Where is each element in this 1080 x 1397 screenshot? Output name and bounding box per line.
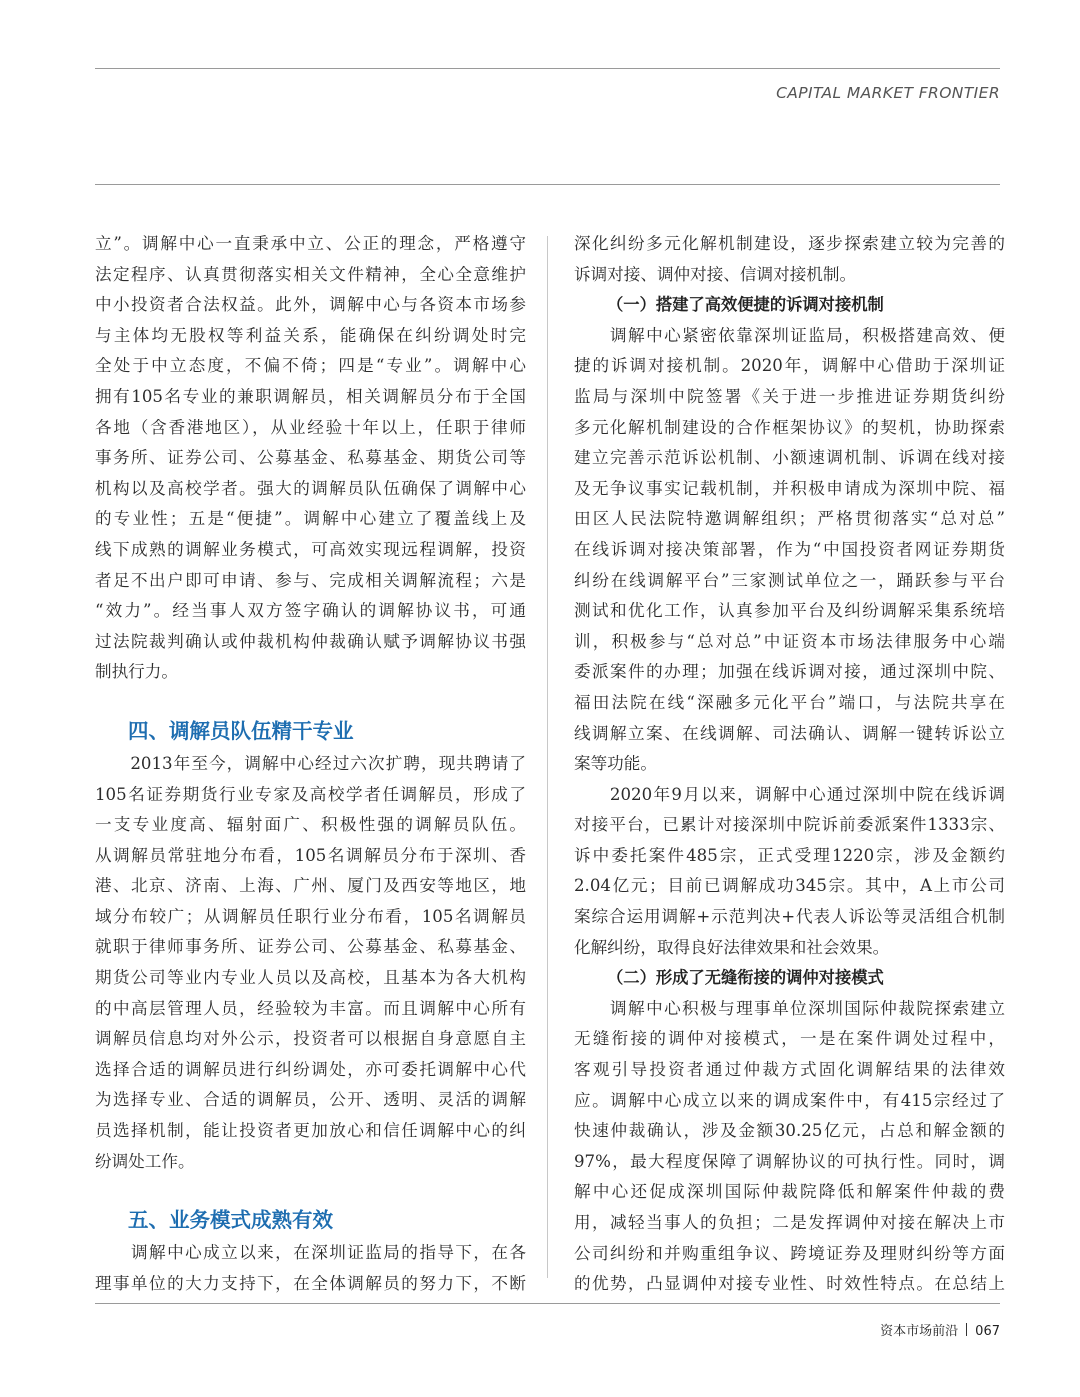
- paragraph-line: 全处于中立态度，不偏不倚；四是“专业”。调解中心: [95, 356, 526, 376]
- paragraph-line: 测试和优化工作，认真参加平台及纠纷调解采集系统培: [574, 601, 1005, 621]
- left-text-column: [95, 229, 526, 1299]
- paragraph-line: 2020年9月以来，调解中心通过深圳中院在线诉调: [574, 784, 1005, 804]
- paragraph-line: 公司纠纷和并购重组争议、跨境证券及理财纠纷等方面: [574, 1243, 1005, 1263]
- paragraph-line: 105名证券期货行业专家及高校学者任调解员，形成了: [95, 784, 526, 804]
- footer-journal-name: 资本市场前沿: [880, 1324, 959, 1339]
- paragraph-line: 域分布较广；从调解员任职行业分布看，105名调解员: [95, 906, 526, 926]
- paragraph-last-line: 案等功能。: [574, 754, 657, 774]
- paragraph-line: 选择合适的调解员进行纠纷调处，亦可委托调解中心代: [95, 1059, 526, 1079]
- paragraph-line: 对接平台，已累计对接深圳中院诉前委派案件1333宗、: [574, 815, 1005, 835]
- paragraph-line: 过法院裁判确认或仲裁机构仲裁确认赋予调解协议书强: [95, 631, 526, 651]
- paragraph-line: 诉中委托案件485宗，正式受理1220宗，涉及金额约: [574, 845, 1005, 865]
- paragraph-last-line: 诉调对接、调仲对接、信调对接机制。: [574, 264, 857, 284]
- paragraph-line: 理事单位的大力支持下，在全体调解员的努力下，不断: [95, 1273, 526, 1293]
- footer-separator: [966, 1323, 967, 1336]
- paragraph-line: 调解中心紧密依靠深圳证监局，积极搭建高效、便: [574, 325, 1005, 345]
- paragraph-line: 纠纷在线调解平台”三家测试单位之一，踊跃参与平台: [574, 570, 1005, 590]
- paragraph-line: 线下成熟的调解业务模式，可高效实现远程调解，投资: [95, 539, 526, 559]
- header-bottom-rule: [95, 184, 1000, 185]
- header-top-rule: [95, 68, 1000, 69]
- section-gap: [95, 1177, 526, 1202]
- paragraph-line: 快速仲裁确认，涉及金额30.25亿元，占总和解金额的: [574, 1121, 1005, 1141]
- footer-page-number: 067: [975, 1324, 1000, 1339]
- paragraph-line: 2.04亿元；目前已调解成功345宗。其中，A上市公司: [574, 876, 1005, 896]
- paragraph-line: 案综合运用调解+示范判决+代表人诉讼等灵活组合机制: [574, 907, 1005, 927]
- paragraph-line: 的优势，凸显调仲对接专业性、时效性特点。在总结上: [574, 1274, 1005, 1294]
- paragraph-line: 调解中心积极与理事单位深圳国际仲裁院探索建立: [574, 998, 1005, 1018]
- paragraph-line: 在线诉调对接决策部署，作为“中国投资者网证券期货: [574, 539, 1005, 559]
- paragraph-line: 就职于律师事务所、证券公司、公募基金、私募基金、: [95, 937, 526, 957]
- paragraph-line: 多元化解机制建设的合作框架协议》的契机，协助探索: [574, 417, 1005, 437]
- paragraph-line: 97%，最大程度保障了调解协议的可执行性。同时，调: [574, 1151, 1005, 1171]
- paragraph-line: 立”。调解中心一直秉承中立、公正的理念，严格遵守: [95, 234, 526, 253]
- paragraph-line: 期货公司等业内专业人员以及高校，且基本为各大机构: [95, 968, 526, 988]
- paragraph-line: 无缝衔接的调仲对接模式，一是在案件调处过程中，: [574, 1029, 1005, 1049]
- paragraph-line: 训，积极参与“总对总”中证资本市场法律服务中心端: [574, 631, 1005, 651]
- paragraph-last-line: 纷调处工作。: [95, 1151, 195, 1171]
- paragraph-line: 事务所、证券公司、公募基金、私募基金、期货公司等: [95, 448, 526, 468]
- paragraph-line: 员选择机制，能让投资者更加放心和信任调解中心的纠: [95, 1121, 526, 1141]
- paragraph-line: 深化纠纷多元化解机制建设，逐步探索建立较为完善的: [574, 234, 1005, 253]
- paragraph-line: 从调解员常驻地分布看，105名调解员分布于深圳、香: [95, 845, 526, 865]
- paragraph-line: 用，减轻当事人的负担；二是发挥调仲对接在解决上市: [574, 1213, 1005, 1232]
- footer-rule: [95, 1303, 1000, 1304]
- paragraph-line: 机构以及高校学者。强大的调解员队伍确保了调解中心: [95, 478, 526, 498]
- paragraph-line: 各地（含香港地区），从业经验十年以上，任职于律师: [95, 417, 526, 437]
- paragraph-line: 田区人民法院特邀调解组织；严格贯彻落实“总对总”: [574, 509, 1005, 529]
- paragraph-line: 者足不出户即可申请、参与、完成相关调解流程；六是: [95, 570, 526, 590]
- paragraph-line: 一支专业度高、辐射面广、积极性强的调解员队伍。: [95, 815, 526, 835]
- paragraph-line: 的中高层管理人员，经验较为丰富。而且调解中心所有: [95, 998, 526, 1018]
- paragraph-line: 线调解立案、在线调解、司法确认、调解一键转诉讼立: [574, 723, 1005, 743]
- paragraph-line: 委派案件的办理；加强在线诉调对接，通过深圳中院、: [574, 662, 1005, 682]
- paragraph-line: 2013年至今，调解中心经过六次扩聘，现共聘请了: [95, 753, 526, 773]
- paragraph-line: “效力”。经当事人双方签字确认的调解协议书，可通: [95, 601, 526, 621]
- paragraph-line: 为选择专业、合适的调解员，公开、透明、灵活的调解: [95, 1090, 526, 1110]
- paragraph-line: 捷的诉调对接机制。2020年，调解中心借助于深圳证: [574, 356, 1005, 376]
- paragraph-line: 法定程序、认真贯彻落实相关文件精神，全心全意维护: [95, 264, 526, 284]
- section-heading: 四、调解员队伍精干专业: [128, 718, 354, 743]
- section-heading: 五、业务模式成熟有效: [128, 1208, 333, 1233]
- paragraph-last-line: 制执行力。: [95, 662, 178, 682]
- page-footer: [880, 1320, 1000, 1339]
- paragraph-line: 应。调解中心成立以来的调成案件中，有415宗经过了: [574, 1090, 1005, 1110]
- paragraph-line: 监局与深圳中院签署《关于进一步推进证券期货纠纷: [574, 386, 1005, 406]
- paragraph-line: 的专业性；五是“便捷”。调解中心建立了覆盖线上及: [95, 509, 526, 529]
- right-text-column: [574, 229, 1005, 1300]
- paragraph-line: 及无争议事实记载机制，并积极申请成为深圳中院、福: [574, 478, 1005, 498]
- paragraph-line: 港、北京、济南、上海、广州、厦门及西安等地区，地: [95, 876, 526, 896]
- journal-masthead: CAPITAL MARKET FRONTIER: [776, 84, 1000, 102]
- paragraph-last-line: 化解纠纷，取得良好法律效果和社会效果。: [574, 937, 890, 957]
- subsection-heading: （二）形成了无缝衔接的调仲对接模式: [607, 968, 884, 988]
- paragraph-line: 解中心还促成深圳国际仲裁院降低和解案件仲裁的费: [574, 1182, 1005, 1202]
- paragraph-line: 中小投资者合法权益。此外，调解中心与各资本市场参: [95, 295, 526, 315]
- paragraph-line: 建立完善示范诉讼机制、小额速调机制、诉调在线对接: [574, 448, 1005, 468]
- paragraph-line: 调解员信息均对外公示，投资者可以根据自身意愿自主: [95, 1029, 526, 1049]
- paragraph-line: 拥有105名专业的兼职调解员，相关调解员分布于全国: [95, 386, 526, 406]
- column-divider: [547, 236, 548, 1278]
- paragraph-line: 福田法院在线“深融多元化平台”端口，与法院共享在: [574, 692, 1005, 712]
- paragraph-line: 与主体均无股权等利益关系，能确保在纠纷调处时完: [95, 325, 526, 345]
- subsection-heading: （一）搭建了高效便捷的诉调对接机制: [607, 295, 884, 315]
- paragraph-line: 客观引导投资者通过仲裁方式固化调解结果的法律效: [574, 1060, 1005, 1080]
- section-gap: [95, 688, 526, 713]
- paragraph-line: 调解中心成立以来，在深圳证监局的指导下，在各: [95, 1243, 526, 1263]
